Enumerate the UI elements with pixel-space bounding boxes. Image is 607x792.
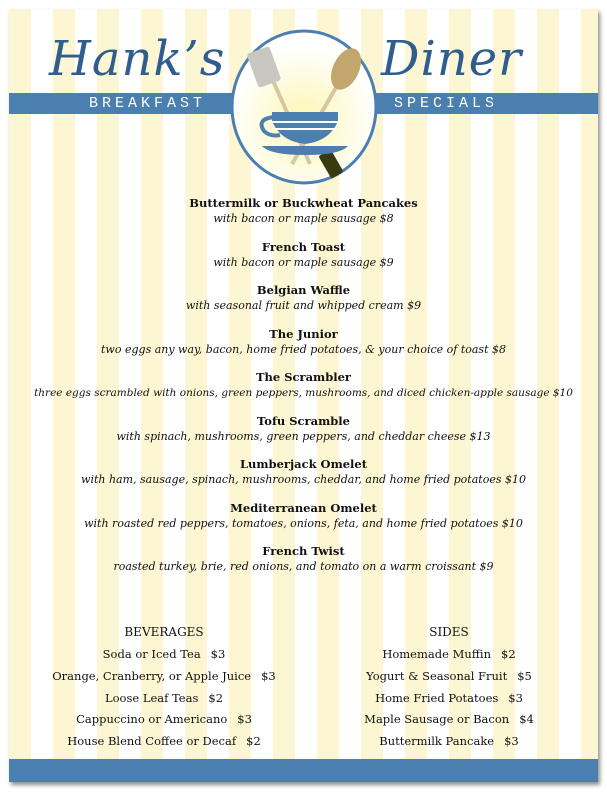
- sides-section: [309, 625, 589, 756]
- item-name: The Junior: [269, 326, 338, 341]
- side-row: [309, 712, 589, 734]
- beverage-name: Loose Leaf Teas: [104, 690, 199, 705]
- menu-page: [9, 9, 598, 782]
- side-price: $4: [519, 712, 534, 727]
- item-name: Mediterranean Omelet: [230, 500, 377, 515]
- menu-item: [9, 239, 598, 283]
- side-name: Maple Sausage or Bacon: [364, 712, 510, 727]
- item-desc: two eggs any way, bacon, home fried potatoes, & your choice of toast $8: [101, 342, 506, 356]
- side-row: [309, 691, 589, 713]
- menu-item: [9, 282, 598, 326]
- band-specials: SPECIALS: [394, 95, 499, 112]
- item-desc: with ham, sausage, spinach, mushrooms, cheddar, and home fried potatoes $10: [81, 473, 526, 486]
- footer-band: [9, 759, 598, 782]
- title-diner: Diner: [381, 31, 523, 87]
- beverage-price: $3: [237, 712, 252, 727]
- beverage-name: Cappuccino or Americano: [76, 712, 228, 727]
- menu-item: [9, 413, 598, 457]
- item-name: French Twist: [262, 544, 345, 558]
- item-name: The Scrambler: [255, 370, 351, 384]
- menu-item: [9, 500, 598, 544]
- item-name: Lumberjack Omelet: [239, 457, 368, 471]
- breakfast-items: [9, 195, 598, 587]
- side-row: [309, 734, 589, 756]
- side-price: $3: [504, 734, 519, 749]
- menu-item: [9, 195, 598, 239]
- side-price: $5: [517, 668, 532, 683]
- beverage-price: $2: [208, 690, 224, 705]
- beverages-heading: BEVERAGES: [124, 625, 204, 639]
- side-price: $2: [501, 647, 516, 661]
- item-desc: with seasonal fruit and whipped cream $9: [185, 299, 422, 312]
- beverage-row: [24, 647, 304, 669]
- beverages-section: [24, 625, 304, 756]
- side-row: [309, 669, 589, 691]
- menu-item: [9, 543, 598, 587]
- title-hanks: Hank’s: [49, 31, 226, 87]
- sides-heading: SIDES: [429, 625, 469, 639]
- item-name: Tofu Scramble: [257, 413, 350, 428]
- menu-item: [9, 326, 598, 370]
- beverage-name: Orange, Cranberry, or Apple Juice: [52, 668, 252, 683]
- side-row: [309, 647, 589, 669]
- menu-item: [9, 456, 598, 500]
- item-desc: with spinach, mushrooms, green peppers, and cheddar cheese $13: [116, 429, 491, 443]
- beverage-price: $2: [246, 734, 261, 749]
- beverage-price: $3: [261, 668, 276, 683]
- beverage-price: $3: [210, 647, 226, 661]
- item-desc: with bacon or maple sausage $9: [213, 255, 394, 269]
- beverage-row: [24, 669, 304, 691]
- item-desc: with roasted red peppers, tomatoes, onions, feta, and home fried potatoes $10: [84, 516, 523, 530]
- beverage-name: Soda or Iced Tea: [102, 647, 201, 661]
- item-name: French Toast: [261, 239, 346, 254]
- diner-logo-icon: [230, 29, 378, 185]
- side-name: Buttermilk Pancake: [379, 734, 495, 749]
- item-name: Belgian Waffle: [256, 283, 351, 297]
- item-desc: with bacon or maple sausage $8: [213, 212, 394, 225]
- beverage-row: [24, 712, 304, 734]
- side-name: Home Fried Potatoes: [375, 690, 499, 705]
- beverage-row: [24, 734, 304, 756]
- side-price: $3: [508, 690, 523, 705]
- side-name: Yogurt & Seasonal Fruit: [366, 668, 508, 683]
- band-breakfast: BREAKFAST: [89, 95, 207, 112]
- item-desc: three eggs scrambled with onions, green peppers, mushrooms, and diced chicken-apple sausage $10: [34, 387, 573, 399]
- item-desc: roasted turkey, brie, red onions, and tomato on a warm croissant $9: [113, 560, 494, 573]
- item-name: Buttermilk or Buckwheat Pancakes: [189, 196, 418, 210]
- menu-item: [9, 369, 598, 413]
- beverage-row: [24, 691, 304, 713]
- beverage-name: House Blend Coffee or Decaf: [67, 734, 237, 749]
- side-name: Homemade Muffin: [382, 647, 492, 661]
